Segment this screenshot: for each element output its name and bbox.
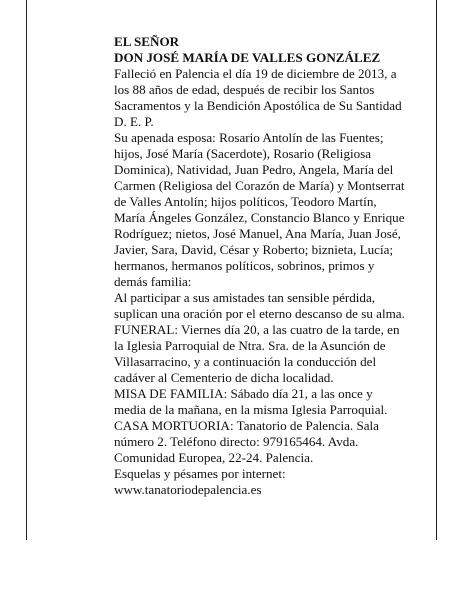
notice-line: Villasarracino, y a continuación la conducción del bbox=[114, 354, 377, 369]
notice-line: FUNERAL: Viernes día 20, a las cuatro de la tarde, en bbox=[114, 322, 400, 337]
notice-line: Javier, Sara, David, César y Roberto; biznieta, Lucía; bbox=[114, 242, 394, 257]
obituary-notice bbox=[114, 34, 414, 498]
notice-line: la Iglesia Parroquial de Ntra. Sra. de la Asunción de bbox=[114, 338, 386, 353]
notice-line: Carmen (Religiosa del Corazón de María) y Montserrat bbox=[114, 178, 405, 193]
notice-line: cadáver al Cementerio de dicha localidad. bbox=[114, 370, 334, 385]
notice-line: hermanos, hermanos políticos, sobrinos, primos y bbox=[114, 258, 375, 273]
notice-line: MISA DE FAMILIA: Sábado día 21, a las once y bbox=[114, 386, 373, 401]
notice-line: Esquelas y pésames por internet: bbox=[114, 466, 286, 481]
notice-line: CASA MORTUORIA: Tanatorio de Palencia. Sala bbox=[114, 418, 379, 433]
notice-line: Comunidad Europea, 22-24. Palencia. bbox=[114, 450, 314, 465]
deceased-name: DON JOSÉ MARÍA DE VALLES GONZÁLEZ bbox=[114, 50, 381, 65]
website-line: www.tanatoriodepalencia.es bbox=[114, 482, 262, 497]
notice-line: Falleció en Palencia el día 19 de diciembre de 2013, a bbox=[114, 66, 397, 81]
notice-line: Al participar a sus amistades tan sensible pérdida, bbox=[114, 290, 376, 305]
notice-line: D. E. P. bbox=[114, 114, 154, 129]
notice-line: Sacramentos y la Bendición Apostólica de Su Santidad bbox=[114, 98, 402, 113]
notice-line: Su apenada esposa: Rosario Antolín de las Fuentes; bbox=[114, 130, 384, 145]
notice-line: María Ángeles González, Constancio Blanco y Enrique bbox=[114, 210, 405, 225]
notice-line: número 2. Teléfono directo: 979165464. Avda. bbox=[114, 434, 359, 449]
notice-line: los 88 años de edad, después de recibir los Santos bbox=[114, 82, 375, 97]
notice-line: suplican una oración por el eterno descanso de su alma. bbox=[114, 306, 405, 321]
notice-line: media de la mañana, en la misma Iglesia Parroquial. bbox=[114, 402, 388, 417]
notice-line: hijos, José María (Sacerdote), Rosario (Religiosa bbox=[114, 146, 372, 161]
notice-line: demás familia: bbox=[114, 274, 192, 289]
notice-line: Dominica), Natividad, Juan Pedro, Angela, María del bbox=[114, 162, 394, 177]
notice-line: Rodríguez; nietos, José Manuel, Ana María, Juan José, bbox=[114, 226, 401, 241]
notice-line: de Valles Antolín; hijos políticos, Teodoro Martín, bbox=[114, 194, 377, 209]
notice-heading-line: EL SEÑOR bbox=[114, 34, 180, 49]
